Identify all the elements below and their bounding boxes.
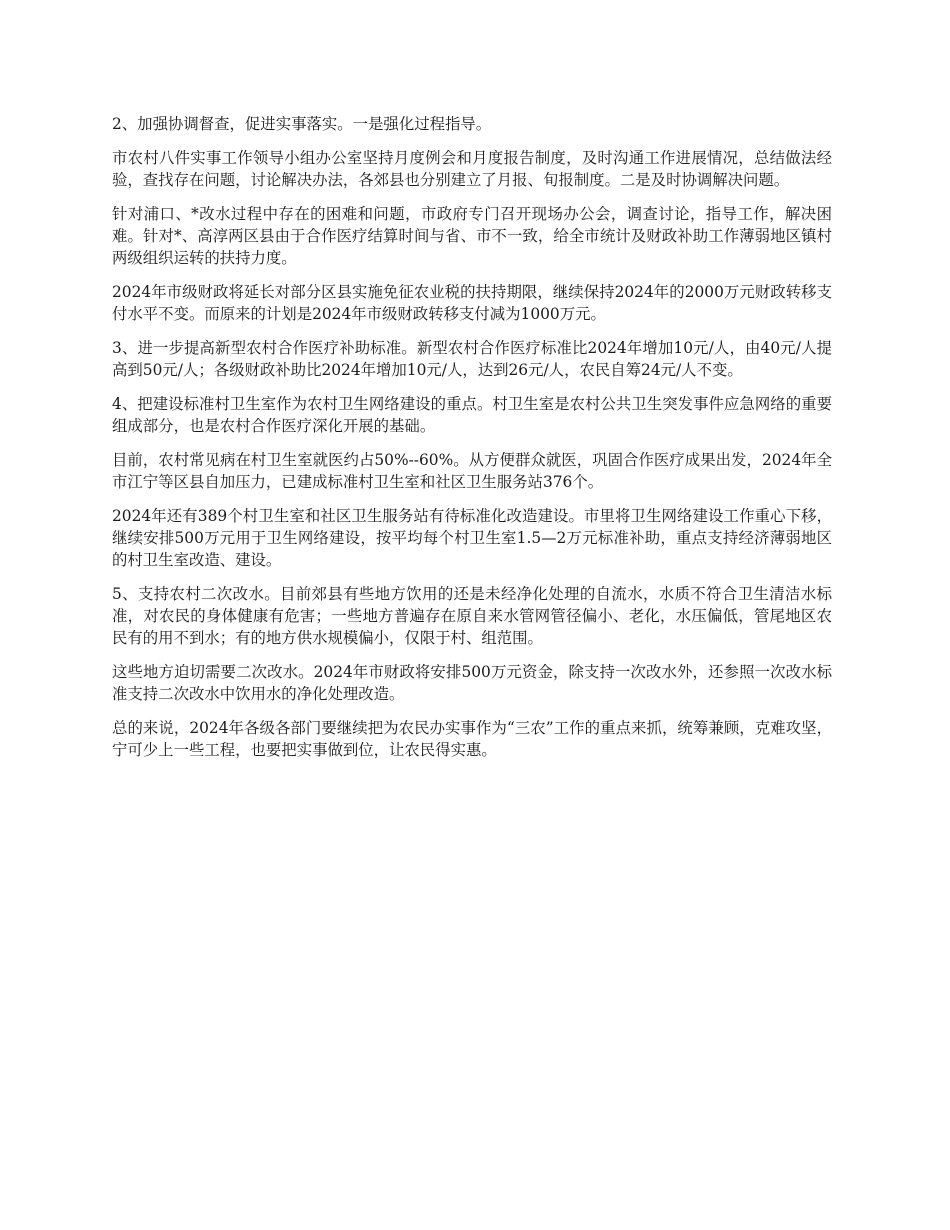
paragraph-water-improvement: 5、支持农村二次改水。目前郊县有些地方饮用的还是未经净化处理的自流水，水质不符合卫生清洁水标准，对农民的身体健康有危害；一些地方普遍存在原自来水管网管径偏小、老化，水压偏低，管尾地区农民有的用不到水；有的地方供水规模偏小，仅限于村、组范围。 <box>112 585 832 647</box>
paragraph-coordination-heading: 2、加强协调督查，促进实事落实。一是强化过程指导。 <box>112 115 492 133</box>
paragraph-monthly-reporting: 市农村八件实事工作领导小组办公室坚持月度例会和月度报告制度，及时沟通工作进展情况，总结做法经验，查找存在问题，讨论解决办法，各郊县也分别建立了月报、旬报制度。二是及时协调解决问题。 <box>112 149 832 189</box>
paragraph-fiscal-transfer: 2024年市级财政将延长对部分区县实施免征农业税的扶持期限，继续保持2024年的2000万元财政转移支付水平不变。而原来的计划是2024年市级财政转移支付减为1000万元。 <box>112 283 832 323</box>
paragraph-onsite-meeting: 针对浦口、*改水过程中存在的困难和问题，市政府专门召开现场办公会，调查讨论，指导工作，解决困难。针对*、高淳两区县由于合作医疗结算时间与省、市不一致，给全市统计及财政补助工作薄弱地区镇村两级组织运转的扶持力度。 <box>112 205 832 267</box>
paragraph-clinic-progress: 目前，农村常见病在村卫生室就医约占50%--60%。从方便群众就医，巩固合作医疗成果出发，2024年全市江宁等区县自加压力，已建成标准村卫生室和社区卫生服务站376个。 <box>112 451 832 491</box>
paragraph-medical-subsidy: 3、进一步提高新型农村合作医疗补助标准。新型农村合作医疗标准比2024年增加10元/人，由40元/人提高到50元/人；各级财政补助比2024年增加10元/人，达到26元/人，农民自筹24元/人不变。 <box>112 339 832 379</box>
document-body <box>112 113 832 773</box>
paragraph-clinic-funding: 2024年还有389个村卫生室和社区卫生服务站有待标准化改造建设。市里将卫生网络建设工作重心下移，继续安排500万元用于卫生网络建设，按平均每个村卫生室1.5—2万元标准补助，重点支持经济薄弱地区的村卫生室改造、建设。 <box>112 507 832 569</box>
paragraph-conclusion: 总的来说，2024年各级各部门要继续把为农民办实事作为“三农”工作的重点来抓，统筹兼顾，克难攻坚，宁可少上一些工程，也要把实事做到位，让农民得实惠。 <box>112 719 832 759</box>
paragraph-water-funding: 这些地方迫切需要二次改水。2024年市财政将安排500万元资金，除支持一次改水外，还参照一次改水标准支持二次改水中饮用水的净化处理改造。 <box>112 663 832 703</box>
paragraph-village-clinic: 4、把建设标准村卫生室作为农村卫生网络建设的重点。村卫生室是农村公共卫生突发事件应急网络的重要组成部分，也是农村合作医疗深化开展的基础。 <box>112 395 832 435</box>
